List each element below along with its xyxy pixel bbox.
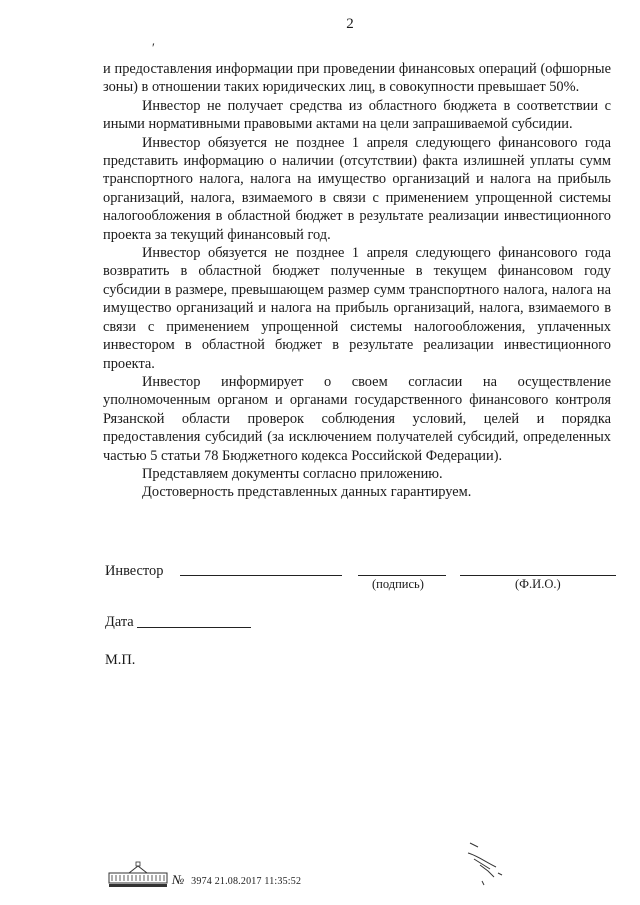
name-caption: (Ф.И.О.) [515, 577, 561, 591]
paragraph-4: Инвестор обязуется не позднее 1 апреля следующего финансового года возвратить в областной бюджет полученные в текущем финансовом году субсидии в размере, превышающем размер сумм транспортного налога, налога на имущество организаций и налога на прибыль организаций, налога, взимаемого в связи с применением упрощенной системы налогообложения, уплаченных инвестором в областной бюджет в результате реализации инвестиционного проекта. [103, 245, 611, 372]
paragraph-7: Достоверность представленных данных гарантируем. [142, 484, 472, 501]
registration-number: 3974 [191, 876, 212, 887]
seal-label: М.П. [105, 652, 136, 668]
registry-stamp-logo [107, 860, 169, 895]
date-line [137, 627, 251, 628]
signature-caption: (подпись) [372, 577, 424, 591]
registration-stamp [172, 872, 301, 888]
paragraph-1: и предоставления информации при проведении финансовых операций (офшорные зоны) в отношении таких юридических лиц, в совокупности превышает 50%. [103, 61, 611, 96]
signature-line [358, 575, 446, 576]
page-number: 2 [346, 16, 354, 32]
paragraph-6: Представляем документы согласно приложению. [142, 465, 443, 482]
date-label: Дата [105, 614, 134, 630]
name-line [460, 575, 616, 576]
investor-label: Инвестор [105, 563, 164, 579]
number-mark: № [172, 872, 185, 887]
paragraph-5: Инвестор информирует о своем согласии на осуществление уполномоченным органом и органами государственного финансового контроля Рязанской области проверок соблюдения условий, целей и порядка предоставления субсидий (за исключением получателей субсидий, определенных частью 5 статьи 78 Бюджетного кодекса Российской Федерации). [103, 373, 611, 464]
paragraph-2: Инвестор не получает средства из областного бюджета в соответствии с иными нормативными правовыми актами на цели запрашиваемой субсидии. [103, 97, 611, 133]
registration-timestamp: 21.08.2017 11:35:52 [214, 876, 302, 887]
document-body [103, 60, 611, 502]
investor-org-line [180, 575, 342, 576]
pen-tick-mark: ′ [152, 40, 155, 55]
paragraph-3: Инвестор обязуется не позднее 1 апреля следующего финансового года представить информацию о наличии (отсутствии) факта излишней уплаты сумм транспортного налога, налога на имущество организаций и налога на прибыль организаций, налога, взимаемого в связи с применением упрощенной системы налогообложения в областной бюджет в результате реализации инвестиционного проекта за текущий финансовый год. [103, 134, 611, 243]
handwritten-mark [460, 833, 510, 893]
